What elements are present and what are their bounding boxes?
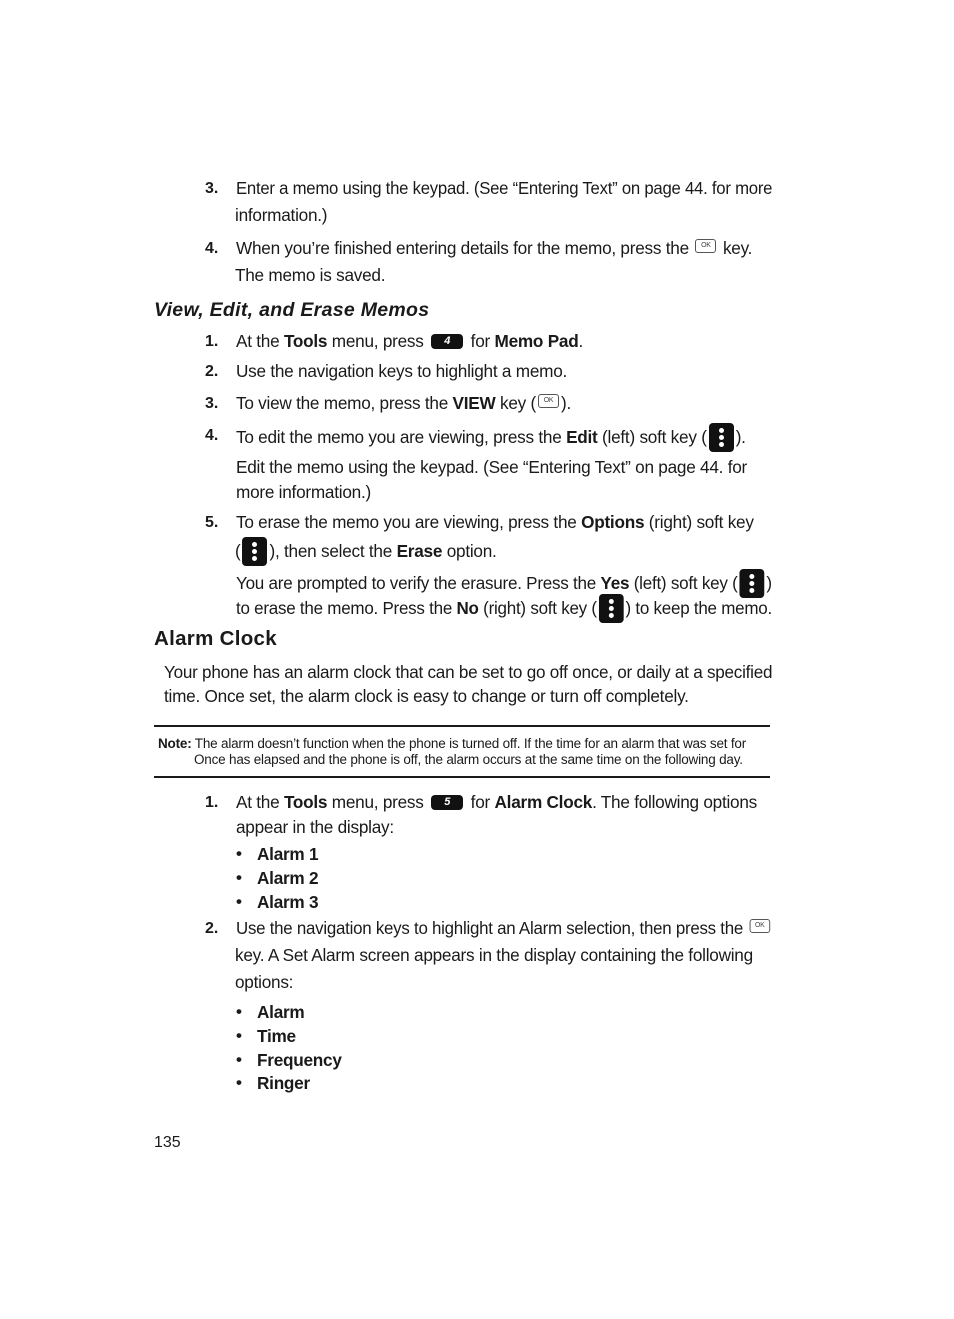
note-bottom-rule — [154, 776, 770, 778]
right-soft-key-icon — [242, 537, 267, 566]
step-text: information.) — [235, 205, 328, 225]
bullet-dot: • — [236, 868, 242, 887]
note-text: Once has elapsed and the phone is off, the alarm occurs at the same time on the following day. — [194, 752, 743, 767]
key-4-icon: 4 — [431, 334, 463, 349]
step-text: When you’re finished entering details for the memo, press the OK key. — [236, 236, 752, 260]
bullet-dot: • — [236, 1026, 242, 1045]
step-text: At the Tools menu, press 4 for Memo Pad. — [236, 331, 584, 351]
key-5-icon: 5 — [431, 795, 463, 810]
step-number: 3. — [205, 395, 219, 412]
right-soft-key-icon — [599, 594, 624, 623]
note-top-rule — [154, 725, 770, 727]
step-text: more information.) — [236, 482, 371, 502]
step-number: 4. — [205, 240, 219, 257]
ok-key-icon — [749, 919, 770, 933]
step-number: 4. — [205, 427, 219, 444]
list-item: Time — [257, 1026, 296, 1046]
step-text: Use the navigation keys to highlight an Alarm selection, then press the OK — [236, 916, 772, 940]
step-number: 2. — [205, 363, 219, 380]
step-text: To edit the memo you are viewing, press the Edit (left) soft key ( ). — [236, 423, 746, 452]
step-number: 5. — [205, 514, 219, 531]
list-item: Alarm 3 — [257, 892, 319, 912]
bullet-dot: • — [236, 1073, 242, 1092]
bullet-dot: • — [236, 892, 242, 911]
note-text: Note: The alarm doesn’t function when the phone is turned off. If the time for an alarm that was set for — [158, 736, 747, 751]
intro-text: Your phone has an alarm clock that can be set to go off once, or daily at a specified — [164, 662, 773, 682]
step-text: To view the memo, press the VIEW key (OK ). — [236, 391, 571, 415]
ok-key-icon — [538, 394, 559, 408]
step-text: You are prompted to verify the erasure. Press the Yes (left) soft key ( ) — [236, 569, 772, 598]
step-text: Use the navigation keys to highlight a memo. — [236, 361, 568, 381]
list-item: Alarm — [257, 1002, 305, 1022]
intro-text: time. Once set, the alarm clock is easy to change or turn off completely. — [164, 686, 689, 706]
section-heading: Alarm Clock — [154, 627, 277, 650]
left-soft-key-icon — [709, 423, 734, 452]
list-item: Frequency — [257, 1050, 342, 1070]
step-text: options: — [235, 972, 294, 992]
bullet-dot: • — [236, 1002, 242, 1021]
list-item: Alarm 2 — [257, 868, 319, 888]
step-number: 3. — [205, 180, 219, 197]
step-text: appear in the display: — [236, 817, 394, 837]
step-text: to erase the memo. Press the No (right) soft key ( ) to keep the memo. — [236, 594, 772, 623]
section-heading: View, Edit, and Erase Memos — [154, 299, 430, 321]
step-text: key. A Set Alarm screen appears in the display containing the following — [235, 945, 753, 965]
step-text: Enter a memo using the keypad. (See “Entering Text” on page 44. for more — [236, 178, 773, 198]
list-item: Ringer — [257, 1073, 310, 1093]
step-text: The memo is saved. — [235, 265, 386, 285]
step-text: To erase the memo you are viewing, press the Options (right) soft key — [236, 512, 754, 532]
step-text: At the Tools menu, press 5 for Alarm Clock. The following options — [236, 792, 758, 812]
ok-key-icon — [695, 239, 716, 253]
step-text: Edit the memo using the keypad. (See “Entering Text” on page 44. for — [236, 457, 748, 477]
list-item: Alarm 1 — [257, 844, 319, 864]
step-number: 1. — [205, 794, 219, 811]
bullet-dot: • — [236, 844, 242, 863]
step-text: ( ), then select the Erase option. — [235, 537, 497, 566]
page-number: 135 — [154, 1134, 181, 1151]
step-number: 1. — [205, 333, 219, 350]
step-number: 2. — [205, 920, 219, 937]
bullet-dot: • — [236, 1050, 242, 1069]
